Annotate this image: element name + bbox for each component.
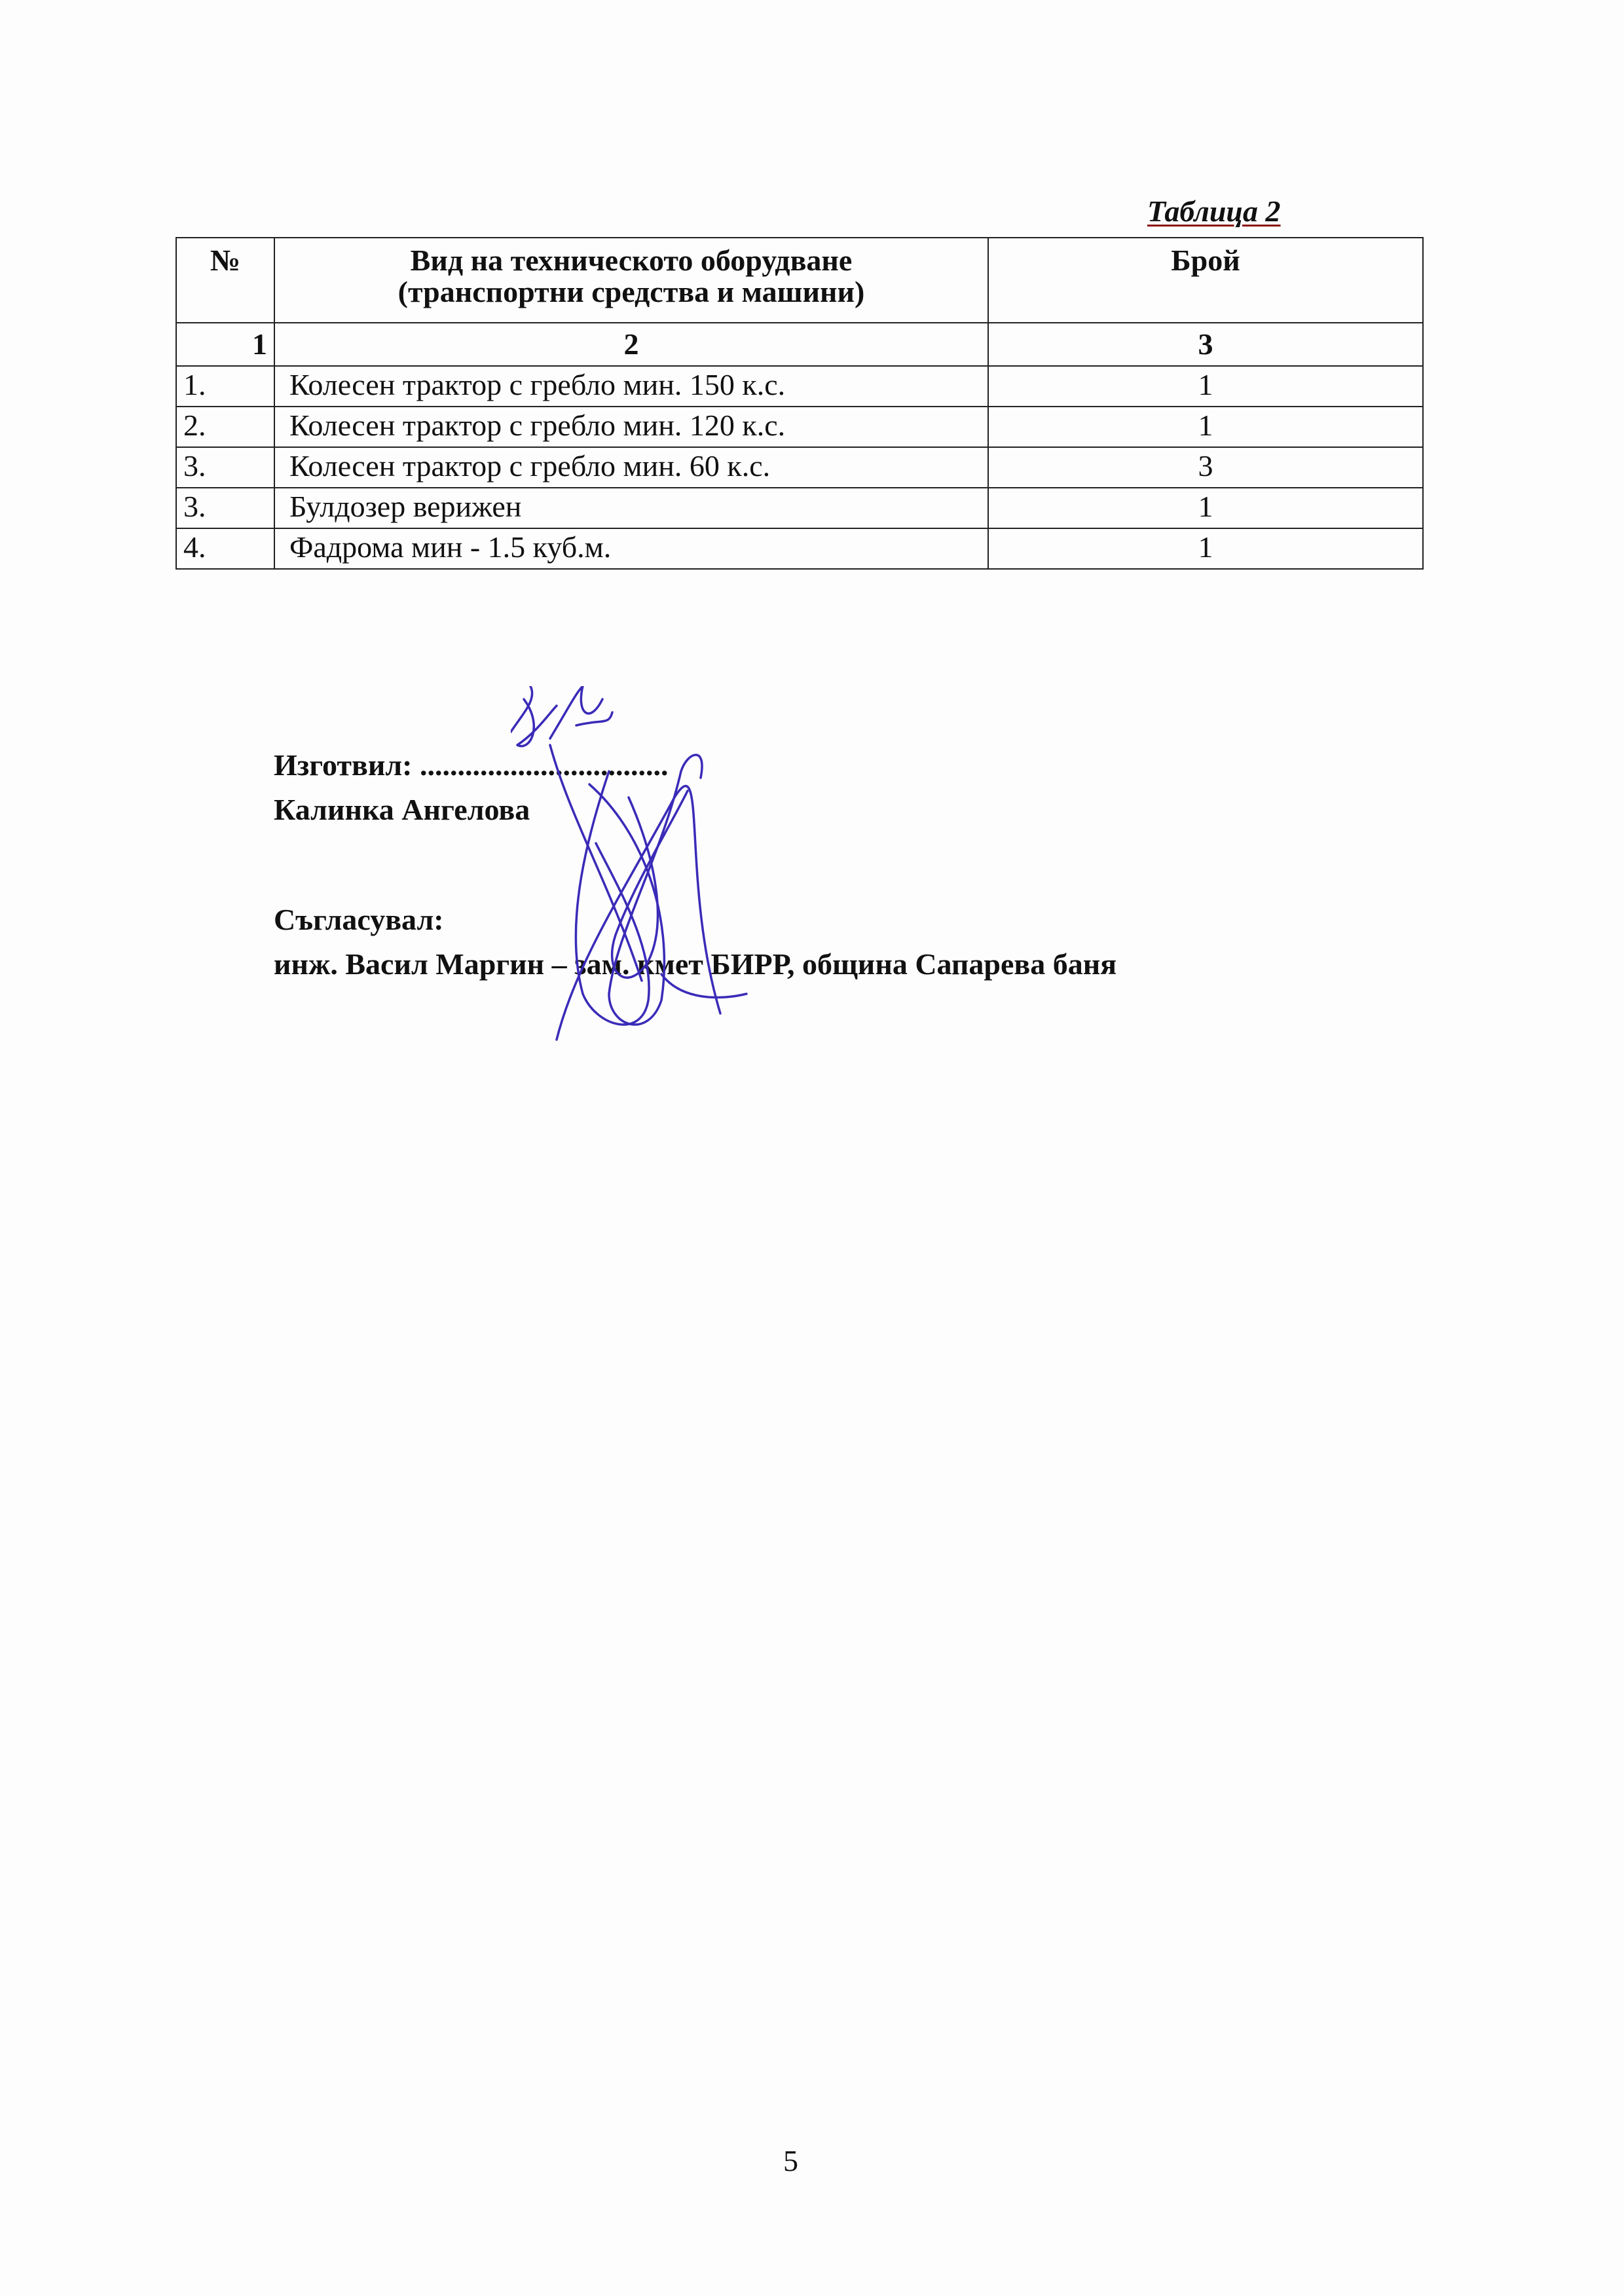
row-number: 2. xyxy=(176,407,274,447)
table-caption: Таблица 2 xyxy=(1147,194,1281,228)
table-row xyxy=(176,447,1423,488)
row-number: 3. xyxy=(176,447,274,488)
row-description: Фадрома мин - 1.5 куб.м. xyxy=(274,528,988,569)
index-cell: 2 xyxy=(274,323,988,366)
row-count: 1 xyxy=(988,488,1423,528)
row-description: Колесен трактор с гребло мин. 120 к.с. xyxy=(274,407,988,447)
header-number: № xyxy=(176,238,274,323)
signature-strokes xyxy=(511,686,747,1040)
equipment-table xyxy=(175,237,1424,570)
table-row xyxy=(176,366,1423,407)
row-description: Булдозер верижен xyxy=(274,488,988,528)
index-cell: 1 xyxy=(176,323,274,366)
header-description-line2: (транспортни средства и машини) xyxy=(397,275,865,309)
table-index-row xyxy=(176,323,1423,366)
prepared-by-label: Изготвил: ................................. xyxy=(274,748,669,782)
row-number: 4. xyxy=(176,528,274,569)
row-count: 3 xyxy=(988,447,1423,488)
row-number: 1. xyxy=(176,366,274,407)
row-count: 1 xyxy=(988,528,1423,569)
page-number: 5 xyxy=(783,2144,798,2178)
row-description: Колесен трактор с гребло мин. 60 к.с. xyxy=(274,447,988,488)
header-description-line1: Вид на техническото оборудване xyxy=(410,244,853,277)
header-count: Брой xyxy=(988,238,1423,323)
approved-by-label: Съгласувал: xyxy=(274,903,444,936)
row-count: 1 xyxy=(988,407,1423,447)
row-description: Колесен трактор с гребло мин. 150 к.с. xyxy=(274,366,988,407)
handwritten-signature xyxy=(511,686,773,1053)
row-number: 3. xyxy=(176,488,274,528)
approved-by-name: инж. Васил Маргин – зам. кмет БИРР, община Сапарева баня xyxy=(274,947,1117,981)
row-count: 1 xyxy=(988,366,1423,407)
table-header-row xyxy=(176,238,1423,323)
index-cell: 3 xyxy=(988,323,1423,366)
prepared-by-name: Калинка Ангелова xyxy=(274,793,530,826)
table-row xyxy=(176,488,1423,528)
table-row xyxy=(176,407,1423,447)
table-row xyxy=(176,528,1423,569)
header-description xyxy=(274,238,988,323)
